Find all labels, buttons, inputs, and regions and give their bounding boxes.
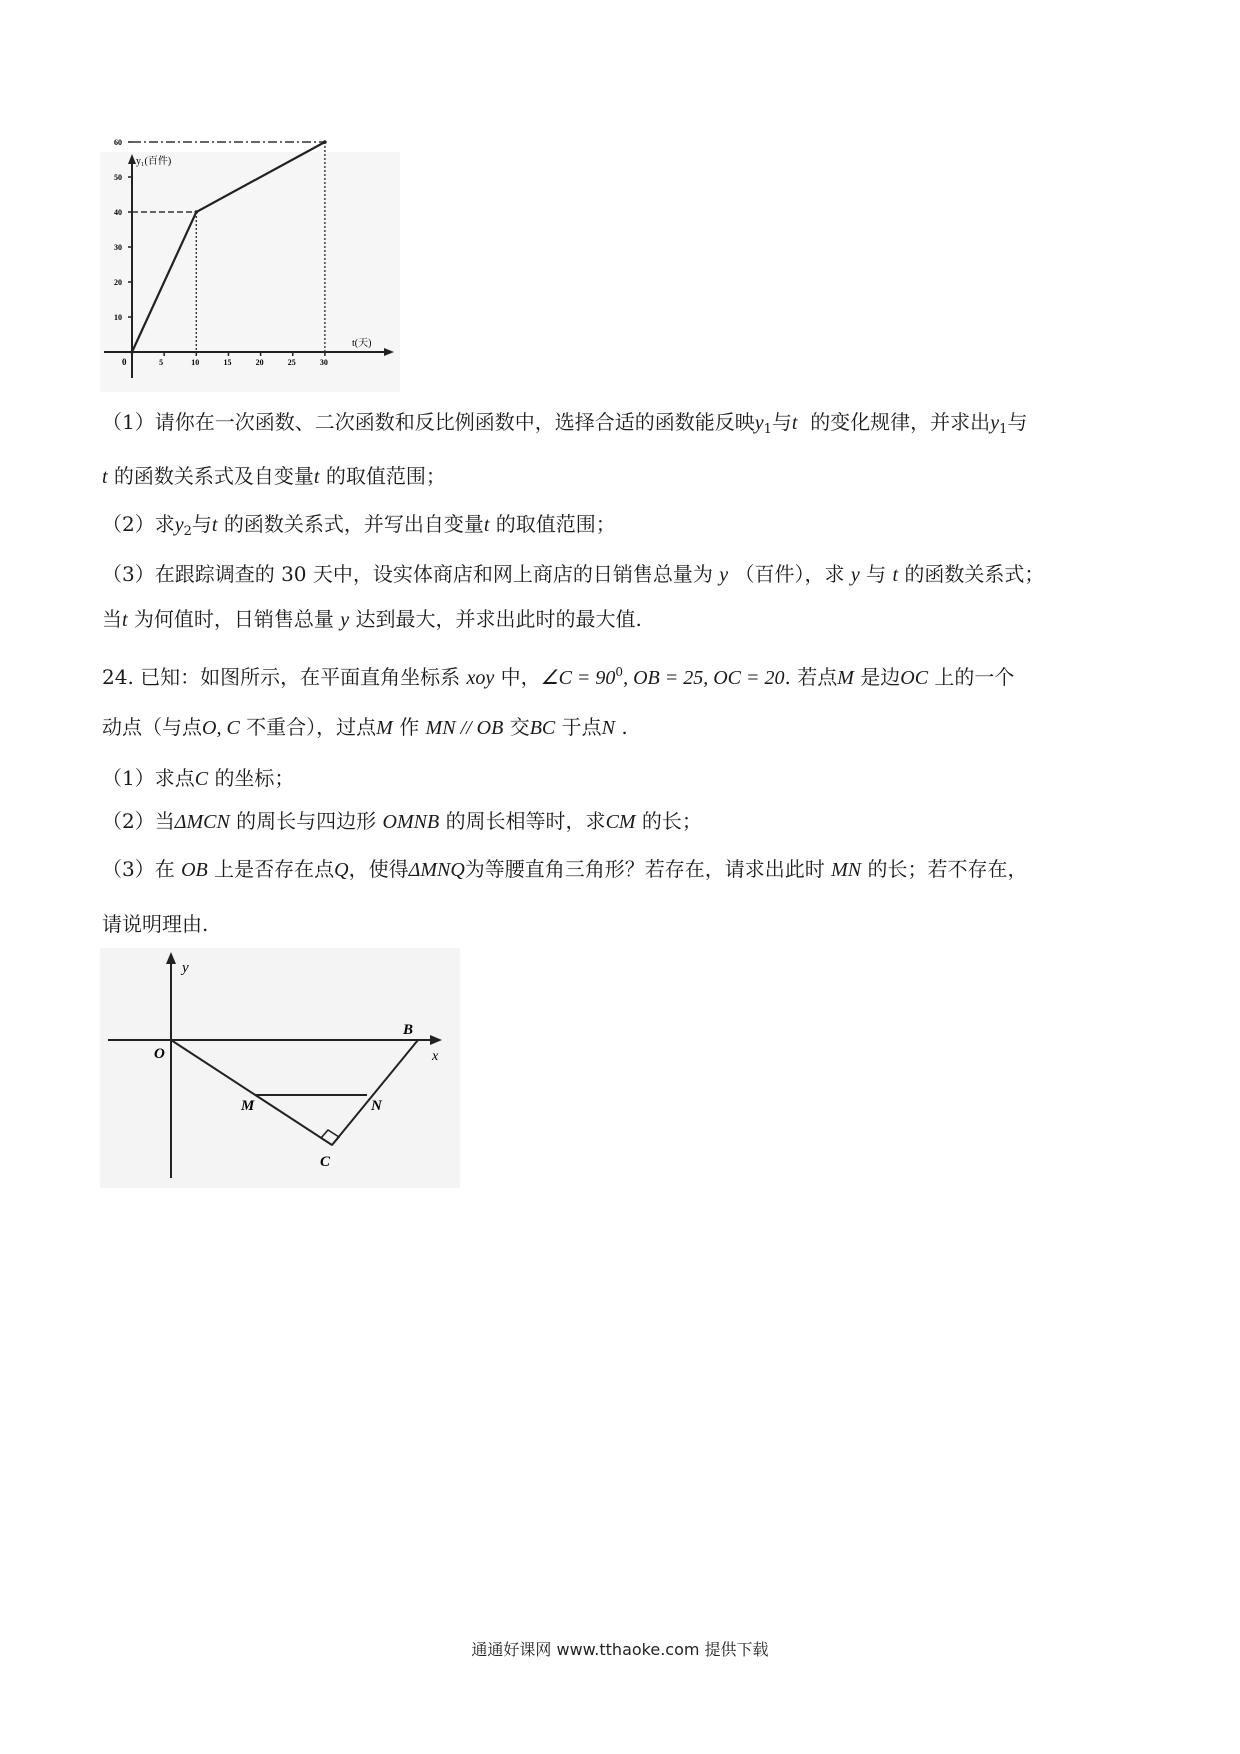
y-tick-label: 10 — [114, 313, 122, 322]
q23-p1-text-c: 的变化规律，并求出 — [810, 410, 991, 434]
q23-p2-text-c: 的函数关系式，并写出自变量 — [223, 512, 484, 536]
var-t: t — [211, 514, 218, 536]
q23-p2-text-d: 的取值范围； — [495, 512, 616, 536]
var-t: t — [483, 514, 490, 536]
angle-c-eq: ∠C = 90 — [540, 667, 616, 689]
var-mcn: ΔMCN — [174, 811, 230, 833]
q23-p3-text-e: 当 — [102, 607, 122, 631]
q23-p2-text-b: 与 — [191, 512, 212, 536]
q24-p3-text-c: ，使得 — [348, 857, 409, 881]
q24-p3-text-d: 为等腰直角三角形？若存在，请求出此时 — [464, 857, 825, 881]
sub-2: 2 — [183, 524, 192, 539]
data-point — [323, 140, 327, 144]
y-axis-label: y — [182, 960, 189, 976]
var-y: y — [174, 514, 184, 536]
var-y: y — [990, 412, 1000, 434]
q23-p1-text-a: （1）请你在一次函数、二次函数和反比例函数中，选择合适的函数能反映 — [102, 410, 755, 434]
q23-p3-text-b: （百件），求 — [734, 562, 845, 586]
q24-intro2-text-f: . — [621, 715, 628, 739]
y-tick-label: 60 — [114, 138, 122, 147]
q24-intro-text-a: 24. 已知：如图所示，在平面直角坐标系 — [102, 665, 461, 689]
y-axis-label: y₁(百件) — [136, 156, 172, 167]
var-y: y — [850, 564, 860, 586]
q23-p1-text-e: 的函数关系式及自变量 — [113, 464, 314, 488]
q24-intro2-text-a: 动点（与点 — [102, 715, 202, 739]
q24-p2-text-d: 的长； — [641, 809, 702, 833]
x-axis-label: t(天) — [352, 338, 372, 349]
q24-intro-text-h: 上的一个 — [934, 665, 1015, 689]
var-o-c: O, C — [202, 717, 240, 739]
q23-p1-text-f: 的取值范围； — [325, 464, 446, 488]
sub-1: 1 — [763, 422, 772, 437]
q24-p3-text-a: （3）在 — [102, 857, 175, 881]
var-t: t — [313, 466, 320, 488]
x-tick-label: 5 — [159, 358, 164, 367]
q24-intro2-text-c: 作 — [399, 715, 420, 739]
var-c: C — [194, 768, 209, 790]
q24-p1-text-a: （1）求点 — [102, 766, 195, 790]
q23-p1-text-d: 与 — [1007, 410, 1028, 434]
x-tick-label: 25 — [287, 358, 296, 367]
ob-oc-values: , OB = 25, OC = 20 — [623, 667, 785, 689]
q24-intro2-text-d: 交 — [509, 715, 530, 739]
var-mnq: ΔMNQ — [408, 859, 465, 881]
point-m-label: M — [241, 1098, 255, 1114]
point-n-label: N — [371, 1098, 382, 1114]
footer: 通通好课网 www.tthaoke.com 提供下载 — [471, 1640, 769, 1659]
x-tick-label: 20 — [255, 358, 264, 367]
sales-chart — [100, 138, 400, 392]
q23-p3-text-a: （3）在跟踪调查的 30 天中，设实体商店和网上商店的日销售总量为 — [102, 562, 713, 586]
geometry-diagram — [100, 948, 460, 1188]
q23-p3-text-f: 为何值时，日销售总量 — [133, 607, 334, 631]
q24-intro2-text-b: 不重合），过点 — [246, 715, 377, 739]
var-cm: CM — [605, 811, 636, 833]
x-axis-label: x — [432, 1049, 439, 1064]
var-y: y — [754, 412, 764, 434]
q24-p3-text-f: 请说明理由. — [102, 912, 209, 936]
q24-p3-text-e: 的长；若不存在， — [867, 857, 1028, 881]
y-tick-label: 50 — [114, 173, 122, 182]
q23-p3-text-c: 与 — [866, 562, 887, 586]
x-tick-label: 15 — [223, 358, 232, 367]
q24-intro2-text-e: 于点 — [561, 715, 602, 739]
q23-p1-text-b: 与 — [771, 410, 792, 434]
y-tick-label: 20 — [114, 278, 122, 287]
var-m: M — [837, 667, 854, 689]
q23-p3-text-d: 的函数关系式； — [904, 562, 1045, 586]
var-xoy: xoy — [466, 667, 495, 689]
var-omnb: OMNB — [382, 811, 440, 833]
q24-p2-text-a: （2）当 — [102, 809, 175, 833]
x-tick-label: 30 — [319, 358, 328, 367]
var-m: M — [376, 717, 393, 739]
point-c-label: C — [320, 1154, 331, 1170]
y-tick-label: 30 — [114, 243, 122, 252]
var-n: N — [601, 717, 615, 739]
q23-p2-text-a: （2）求 — [102, 512, 175, 536]
q24-intro-text-g: 是边 — [860, 665, 901, 689]
var-y: y — [719, 564, 729, 586]
var-mn: MN — [831, 859, 862, 881]
var-mn-ob: MN // OB — [425, 717, 504, 739]
origin-label: 0 — [122, 357, 127, 367]
data-point — [195, 210, 199, 214]
q23-p3-text-g: 达到最大，并求出此时的最大值. — [355, 607, 642, 631]
q24-p2-text-c: 的周长相等时，求 — [445, 809, 606, 833]
var-t: t — [102, 466, 108, 488]
sub-1: 1 — [999, 422, 1008, 437]
var-y: y — [340, 609, 350, 631]
q24-p1-text-b: 的坐标； — [214, 766, 295, 790]
var-oc: OC — [900, 667, 929, 689]
q24-intro-text-f: . 若点 — [784, 665, 838, 689]
q24-p3-text-b: 上是否存在点 — [214, 857, 335, 881]
y-tick-label: 40 — [114, 208, 122, 217]
var-ob: OB — [181, 859, 208, 881]
point-b-label: B — [403, 1022, 414, 1038]
q24-intro-text-b: 中， — [500, 665, 541, 689]
q24-p2-text-b: 的周长与四边形 — [236, 809, 377, 833]
data-point — [130, 350, 134, 354]
var-bc: BC — [529, 717, 556, 739]
var-t: t — [122, 609, 128, 631]
degree-sup: 0 — [615, 665, 624, 679]
var-q: Q — [334, 859, 349, 881]
var-t: t — [791, 412, 798, 434]
var-t: t — [892, 564, 899, 586]
x-tick-label: 10 — [191, 358, 200, 367]
point-o-label: O — [154, 1046, 165, 1062]
